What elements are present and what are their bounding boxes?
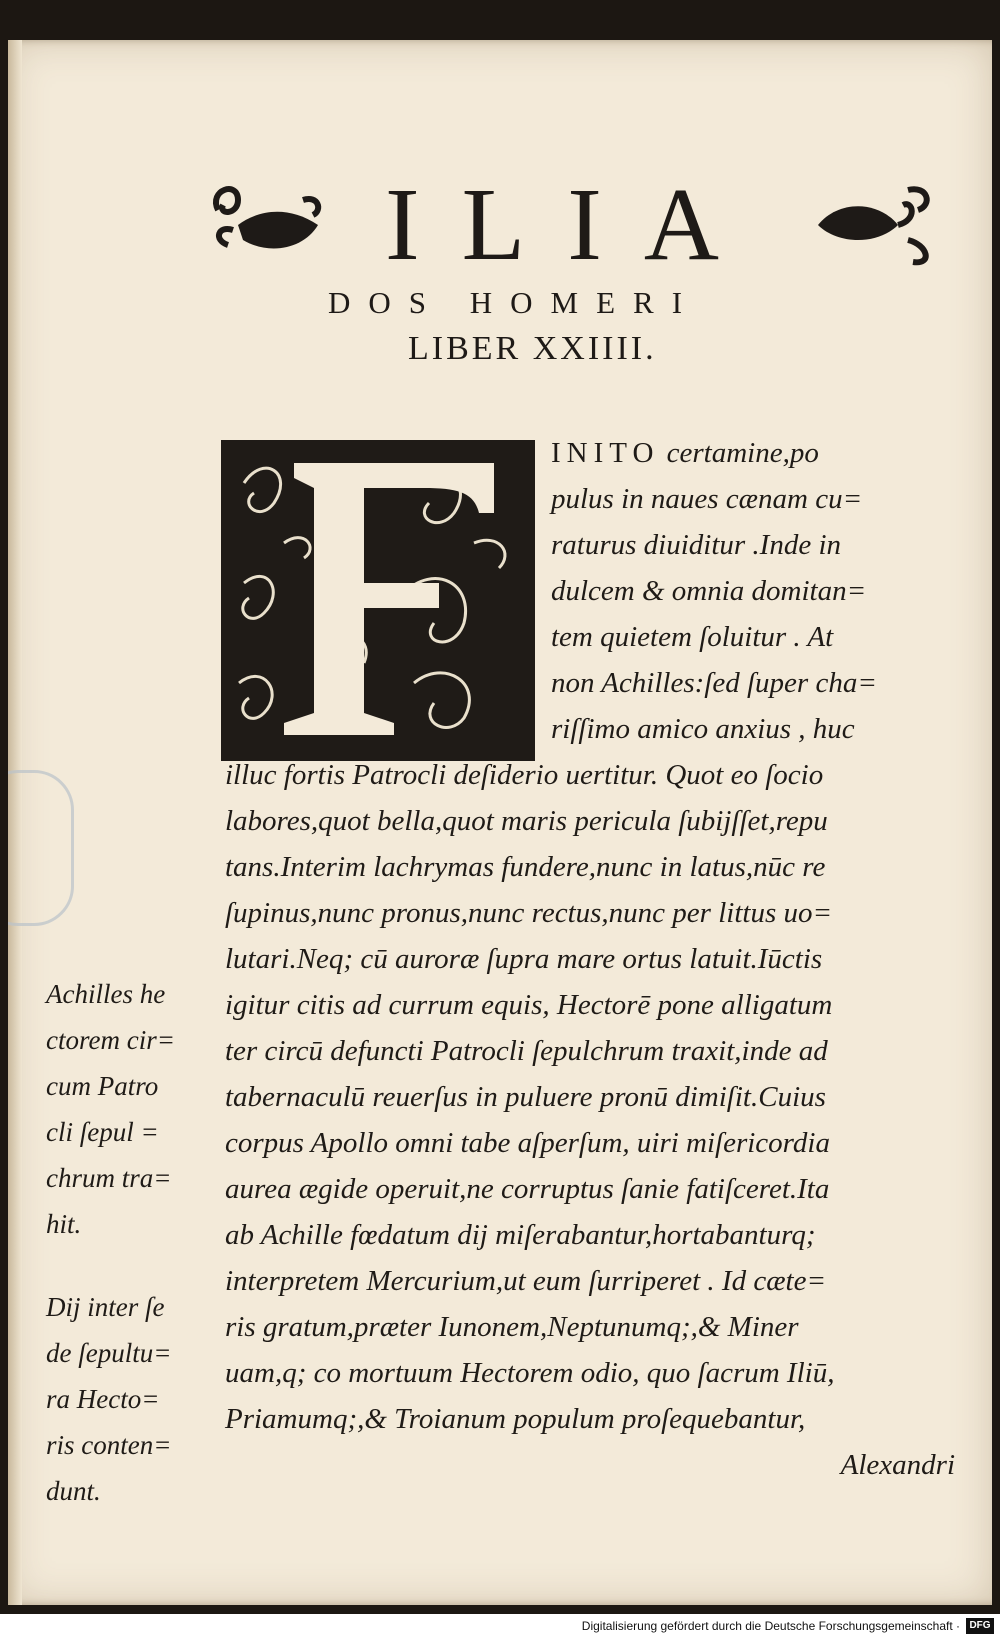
fleuron-right-icon bbox=[808, 170, 938, 270]
text-line: tans.Interim lachrymas fundere,nunc in latus,nūc re bbox=[225, 851, 826, 883]
paper-clip bbox=[8, 770, 74, 926]
text-line: ab Achille fœdatum dij miſerabantur,hortabanturq; bbox=[225, 1219, 816, 1251]
text-line: igitur citis ad currum equis, Hectorē pone alligatum bbox=[225, 989, 833, 1021]
note-line: cum Patro bbox=[46, 1071, 159, 1101]
note-line: cli ſepul = bbox=[46, 1117, 159, 1147]
decorated-initial bbox=[221, 440, 535, 761]
text-line: interpretem Mercurium,ut eum ſurriperet . Id cæte= bbox=[225, 1265, 827, 1297]
note-line: ra Hecto= bbox=[46, 1384, 160, 1414]
text-line: corpus Apollo omni tabe aſperſum, uiri miſericordia bbox=[225, 1127, 830, 1159]
text-line: illuc fortis Patrocli deſiderio uertitur. Quot eo ſocio bbox=[225, 759, 824, 791]
text-line: tem quietem ſoluitur . At bbox=[551, 621, 834, 653]
text-line: riſſimo amico anxius , huc bbox=[551, 713, 855, 745]
fleuron-left-icon bbox=[208, 170, 328, 270]
body-text-main bbox=[225, 752, 955, 1488]
title-subtitle: DOS HOMERI bbox=[328, 285, 701, 320]
text-line: pulus in naues cænam cu= bbox=[551, 483, 863, 515]
title-block bbox=[208, 167, 938, 282]
text-line: labores,quot bella,quot maris pericula ſubijſſet,repu bbox=[225, 805, 828, 837]
note-line: ctorem cir= bbox=[46, 1025, 175, 1055]
text-line: non Achilles:ſed ſuper cha= bbox=[551, 667, 877, 699]
note-line: Dij inter ſe bbox=[46, 1292, 165, 1322]
digitization-footer bbox=[0, 1614, 1000, 1640]
body-text-top bbox=[551, 430, 941, 752]
footer-credit: Digitalisierung gefördert durch die Deutsche Forschungsgemeinschaft · bbox=[581, 1619, 960, 1633]
book-page bbox=[8, 40, 992, 1605]
margin-note-achilles bbox=[46, 972, 216, 1248]
note-line: hit. bbox=[46, 1209, 82, 1239]
dfg-logo-icon: DFG bbox=[966, 1618, 994, 1634]
book-number: LIBER XXIIII. bbox=[408, 330, 657, 367]
note-line: Achilles he bbox=[46, 979, 166, 1009]
title-ilia: ILIA bbox=[385, 167, 761, 282]
text-line: lutari.Neq; cū auroræ ſupra mare ortus latuit.Iūctis bbox=[225, 943, 823, 975]
text-line: raturus diuiditur .Inde in bbox=[551, 529, 842, 561]
decorated-initial-icon bbox=[224, 443, 526, 752]
text-line: aurea ægide operuit,ne corruptus ſanie fatiſceret.Ita bbox=[225, 1173, 830, 1205]
text-line: ris gratum,præter Iunonem,Neptunumq;,& Miner bbox=[225, 1311, 799, 1343]
margin-note-dij bbox=[46, 1285, 216, 1515]
text-line: INITO certamine,po bbox=[551, 437, 819, 469]
text-line: dulcem & omnia domitan= bbox=[551, 575, 867, 607]
note-line: ris conten= bbox=[46, 1430, 172, 1460]
note-line: de ſepultu= bbox=[46, 1338, 172, 1368]
text-line: tabernaculū reuerſus in puluere pronū dimiſit.Cuius bbox=[225, 1081, 826, 1113]
text-line: uam,q; co mortuum Hectorem odio, quo ſacrum Iliū, bbox=[225, 1357, 835, 1389]
catchword: Alexandri bbox=[840, 1449, 955, 1481]
first-word: INITO bbox=[551, 437, 660, 469]
text-line: ſupinus,nunc pronus,nunc rectus,nunc per littus uo= bbox=[225, 897, 833, 929]
note-line: dunt. bbox=[46, 1476, 101, 1506]
text-line: ter circū defuncti Patrocli ſepulchrum traxit,inde ad bbox=[225, 1035, 828, 1067]
text-line: Priamumq;,& Troianum populum proſequebantur, bbox=[225, 1403, 806, 1435]
note-line: chrum tra= bbox=[46, 1163, 172, 1193]
